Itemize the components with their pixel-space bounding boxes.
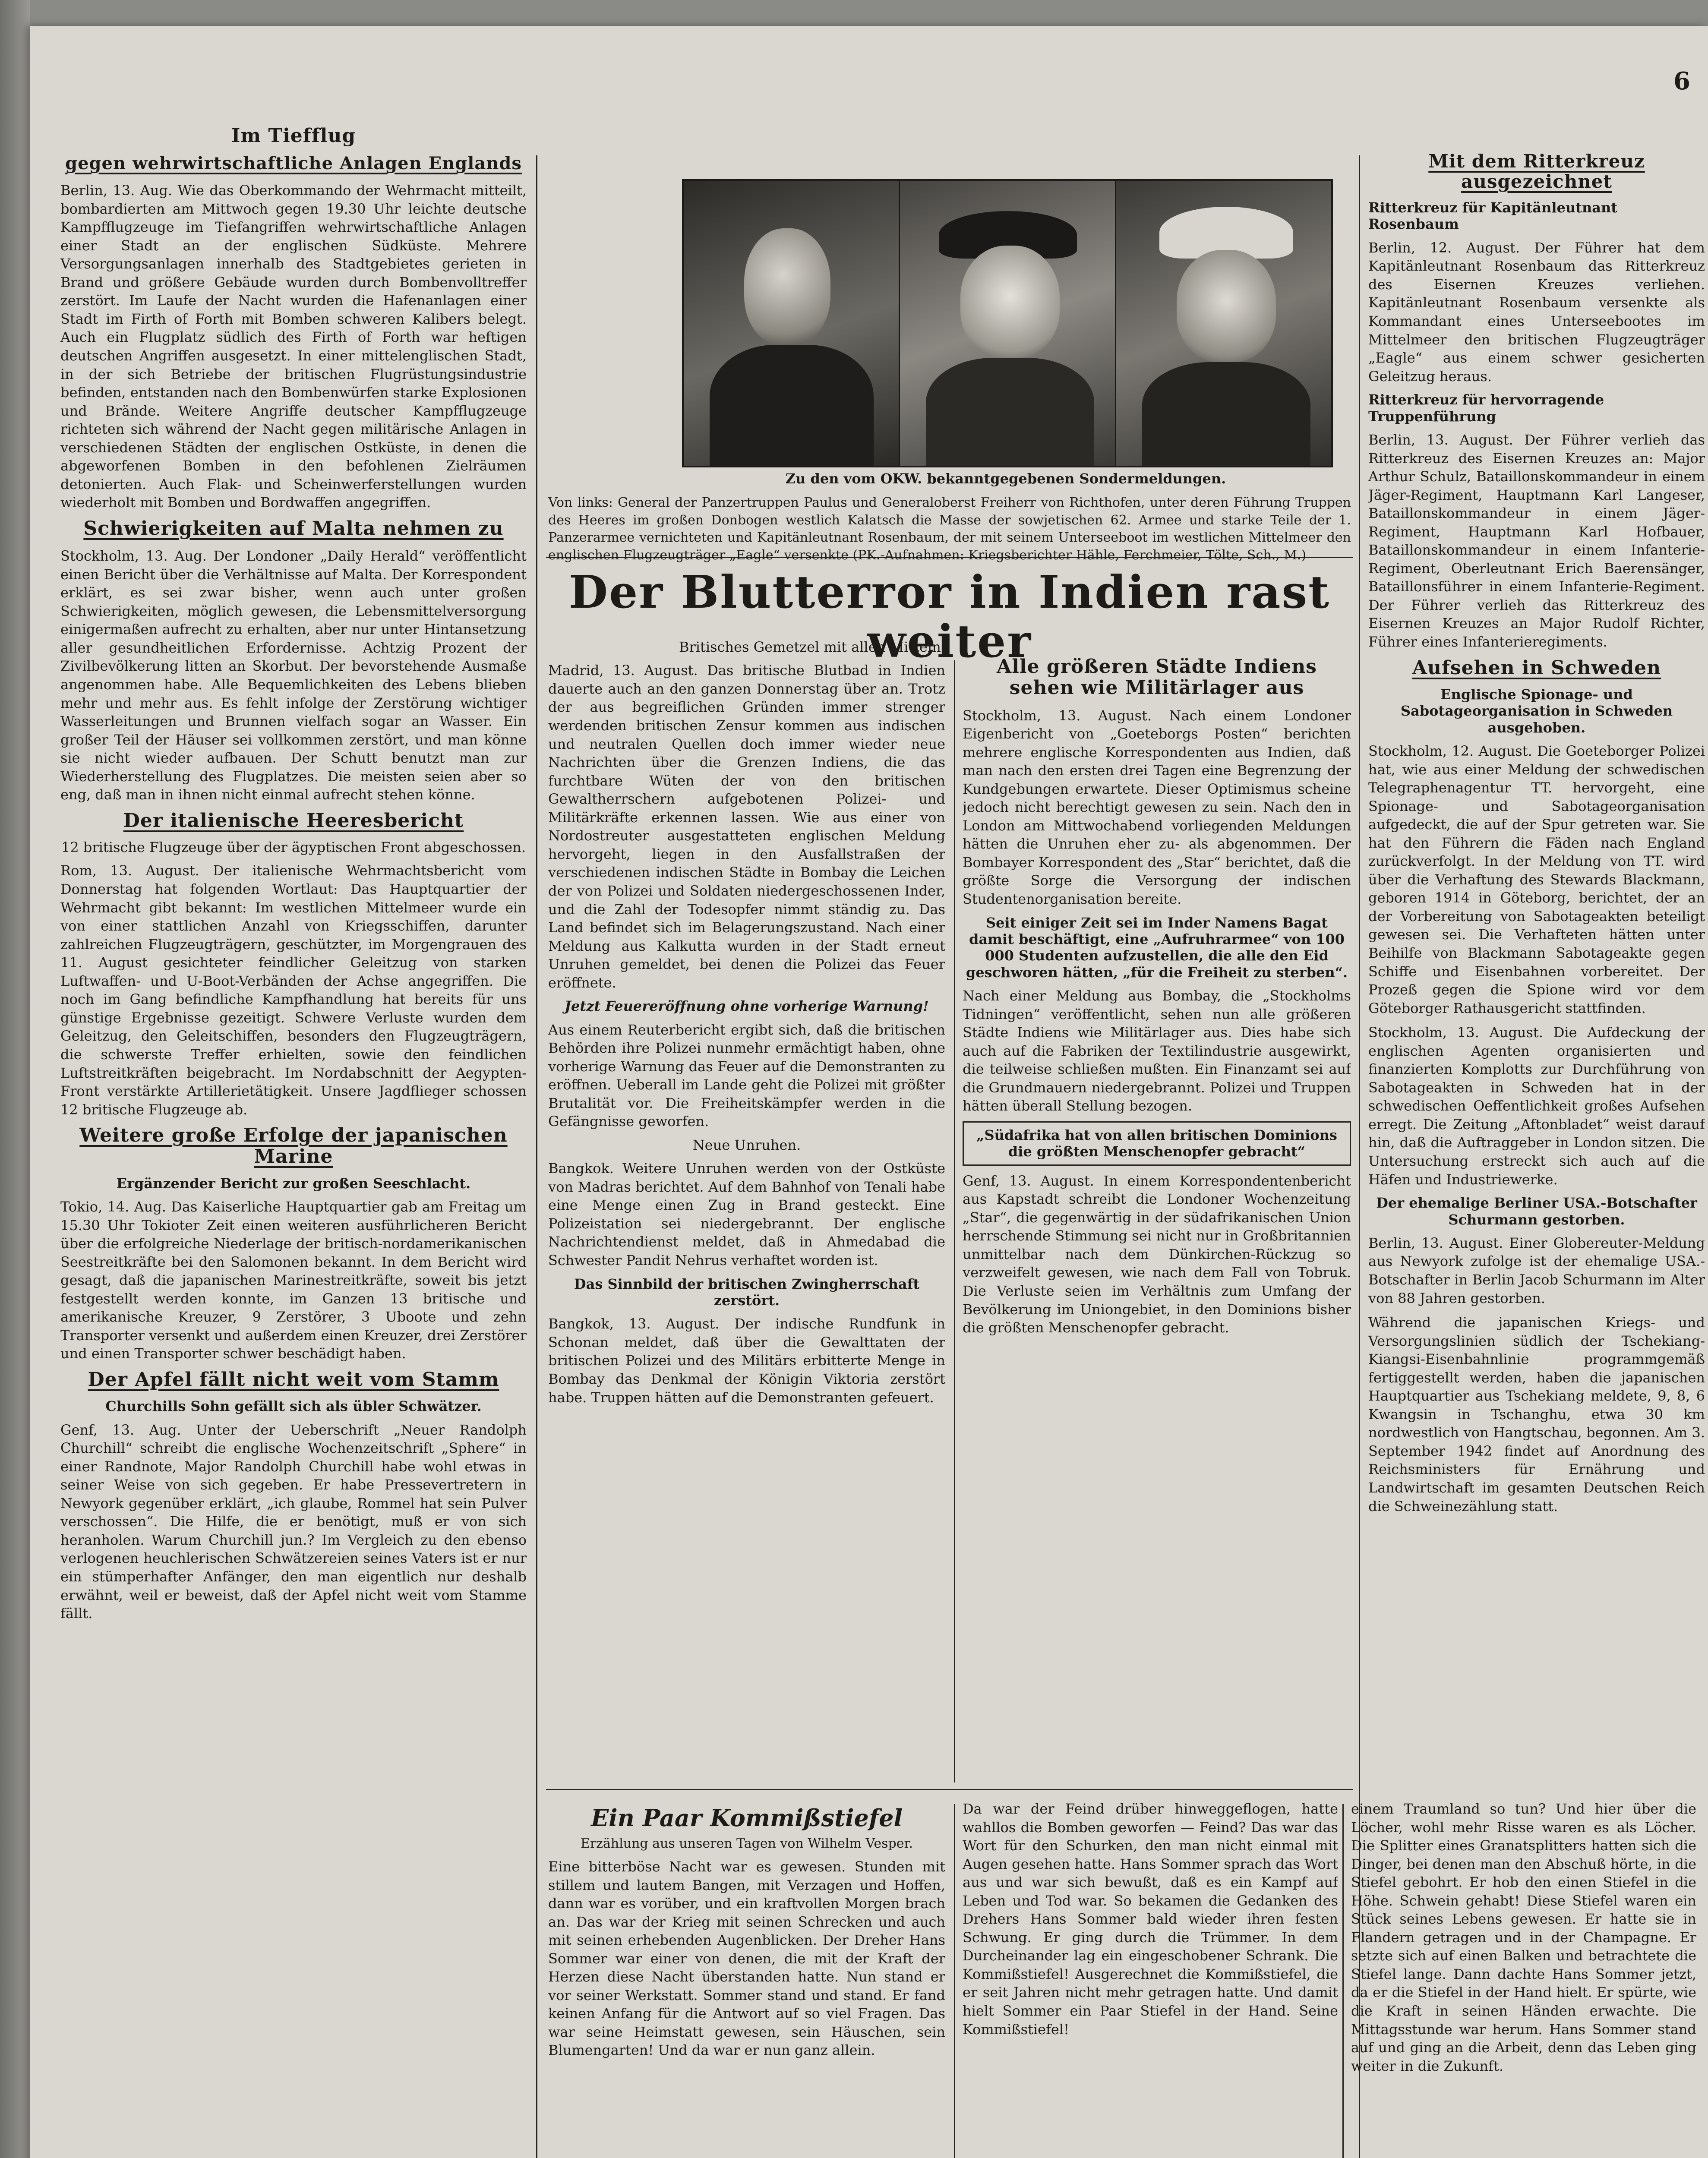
- article-body: Bangkok, 13. August. Der indische Rundfunk in Schonan meldet, daß über die Gewalttaten der britischen Polizei und des Militärs erbitterte Menge in Bombay das Denkmal der Königin Viktoria zerstört habe. Truppen hätten auf die Demonstranten gefeuert.: [548, 1316, 945, 1406]
- article-body: Während die japanischen Kriegs- und Versorgungslinien südlich der Tschekiang-Kiangsi-Eisenbahnlinie programmgemäß fertiggestellt werden, haben die japanischen Hauptquartier aus Tschekiang meldete, 9, 8, 6 Kwangsin in Tschanghu, etwa 30 km nordwestlich von Hangtschau, begonnen. Am 3. September 1942 findet auf Anordnung des Reichsministers für Ernährung und Landwirtschaft im gesamten Deutschen Reich die Schweinezählung statt.: [1368, 1314, 1705, 1514]
- article-body: Aus einem Reuterbericht ergibt sich, daß die britischen Behörden ihre Polizei nunmehr ermächtigt haben, ohne vorherige Warnung das Feuer auf die Demonstranten zu eröffnen. Ueberall im Lande geht die Polizei mit größter Brutalität vor. Die Freiheitskämpfer werden in die Gefängnisse geworfen.: [548, 1021, 945, 1130]
- article-headline: Der Apfel fällt nicht weit vom Stamm: [88, 1368, 499, 1391]
- section-heading: Neue Unruhen.: [692, 1136, 801, 1153]
- article-subheadline: Englische Spionage- und Sabotageorganisation in Schweden ausgehoben.: [1400, 686, 1673, 736]
- portrait-rosenbaum: [1116, 181, 1331, 466]
- column-rule: [954, 1804, 955, 2158]
- article-body: Berlin, 13. August. Einer Globereuter-Meldung aus Newyork zufolge ist der ehemalige USA.-Botschafter in Berlin Jacob Schurmann im Alter von 88 Jahren gestorben.: [1368, 1234, 1705, 1306]
- article-headline: Der ehemalige Berliner USA.-Botschafter Schurmann gestorben.: [1376, 1195, 1697, 1228]
- section-rule: [546, 1789, 1353, 1790]
- story-byline: Erzählung aus unseren Tagen von Wilhelm Vesper.: [580, 1836, 913, 1851]
- left-column: [60, 125, 527, 2158]
- article-body: Berlin, 13. August. Der Führer verlieh das Ritterkreuz des Eisernen Kreuzes an: Major Arthur Schulz, Bataillonskommandeur in einem Jäger-Regiment, Hauptmann Karl Langeser, Bataillonskommandeur in einem Jäger-Regiment, Hauptmann Karl Hofbauer, Bataillonskommandeur in einem Infanterie-Regiment, Oberleutnant Erich Baerensänger, Bataillonsführer in einem Infanterie-Regiment. Der Führer verlieh das Ritterkreuz des Eisernen Kreuzes an Major Rudolf Richter, Führer eines Infanterieregiments.: [1368, 432, 1705, 650]
- story-column-1: [548, 1804, 945, 2066]
- photo-portraits: [682, 179, 1333, 467]
- article-subheadline: Churchills Sohn gefällt sich als übler Schwätzer.: [105, 1398, 482, 1415]
- page-number: 6: [1673, 67, 1690, 95]
- article-body: Berlin, 12. August. Der Führer hat dem Kapitänleutnant Rosenbaum das Ritterkreuz des Eisernen Kreuzes verliehen. Kapitänleutnant Rosenbaum versenkte als Kommandant eines Unterseebootes im Mittelmeer den britischen Flugzeugträger „Eagle“ aus einem schwer gesicherten Geleitzug heraus.: [1368, 239, 1705, 385]
- newspaper-page: [30, 26, 1708, 2158]
- main-article-left: [548, 639, 945, 1783]
- column-rule: [954, 660, 955, 1783]
- article-subheadline: 12 britische Flugzeuge über der ägyptischen Front abgeschossen.: [61, 839, 526, 856]
- section-heading: Seit einiger Zeit sei im Inder Namens Bagat damit beschäftigt, eine „Aufruhrarmee“ von 100 000 Studenten aufzustellen, die alle den Eid geschworen hätten, „für die Freiheit zu sterben“.: [966, 914, 1348, 981]
- main-headline: Der Blutterror in Indien rast weiter: [568, 565, 1331, 668]
- article-subheadline: gegen wehrwirtschaftliche Anlagen Englands: [65, 153, 522, 174]
- section-heading: Jetzt Feuereröffnung ohne vorherige Warnung!: [564, 998, 929, 1015]
- photo-caption-title: Zu den vom OKW. bekanntgegebenen Sondermeldungen.: [785, 470, 1226, 487]
- scan-margin: [0, 0, 30, 2158]
- portrait-richthofen: [900, 181, 1116, 466]
- article-headline: Der italienische Heeresbericht: [123, 809, 464, 832]
- story-body: einem Traumland so tun? Und hier über die Löcher, wohl mehr Risse waren es als Löcher. Die Splitter eines Granatsplitters hatten sich die Dinger, bei denen man den Abschuß hörte, in die Stiefel gebohrt. Er hob den einen Stiefel in die Höhe. Schwein gehabt! Diese Stiefel waren ein Stück seines Lebens gewesen. Er hatte sie in Flandern getragen und in der Champagne. Er setzte sich auf einen Balken und betrachtete die Stiefel lange. Dann dachte Hans Sommer jetzt, da er die Stiefel in der Hand hielt. Er spürte, wie die Kraft in seinen Händen erwachte. Die Mittagsstunde war herum. Hans Sommer stand auf und ging an die Arbeit, denn das Leben ging weiter in die Zukunft.: [1351, 1801, 1696, 2074]
- article-body: Genf, 13. Aug. Unter der Ueberschrift „Neuer Randolph Churchill“ schreibt die englische Wochenzeitschrift „Sphere“ in einer Randnote, Major Randolph Churchill habe wohl etwas in seiner Weise von sich gegeben. Er habe Pressevertretern in Newyork gegenüber erklärt, „ich glaube, Rommel hat sein Pulver verschossen“. Die Hilfe, die er benötigt, muß er von sich heranholen. Warum Churchill jun.? Im Vergleich zu den ebenso verlogenen heuchlerischen Schwätzereien seines Vaters ist er nur ein stümperhafter Anfänger, den man eigentlich nur deshalb erwähnt, weil er beweist, daß der Apfel nicht weit vom Stamme fällt.: [60, 1421, 527, 1622]
- article-body: Stockholm, 13. Aug. Der Londoner „Daily Herald“ veröffentlicht einen Bericht über die Verhältnisse auf Malta. Der Korrespondent erklärt, es sei zwar bisher, wenn auch unter großen Schwierigkeiten, möglich gewesen, die Lebensmittelversorgung einigermaßen aufrecht zu erhalten, aber nur unter Hintansetzung aller gesundheitlichen Erfordernisse. Achtzig Prozent der Zivilbevölkerung litten an Skorbut. Der bevorstehende Ausmaße angenommen habe. Alle Bequemlichkeiten des Lebens blieben mehr und mehr aus. Es fehlt infolge der Zerstörung wichtiger Wasserleitungen und Brunnen vielfach sogar an Wasser. Ein großer Teil der Häuser sei vollkommen zerstört, und man könne sie nicht wieder aufbauen. Der Schutt benutzt man zur Wiederherstellung des Flugplatzes. Die meisten seien aber so eng, daß man in ihnen nicht einmal aufrecht stehen könne.: [60, 548, 527, 803]
- article-body: Tokio, 14. Aug. Das Kaiserliche Hauptquartier gab am Freitag um 15.30 Uhr Tokioter Zeit einen weiteren ausführlicheren Bericht über die erfolgreiche Niederlage der britisch-nordamerikanischen Seestreitkräfte bei den Salomonen bekannt. In dem Bericht wird gesagt, daß die japanischen Marinestreitkräfte, soweit bis jetzt festgestellt werden konnte, im Ganzen 13 britische und amerikanische Kreuzer, 9 Zerstörer, 3 Uboote und zehn Transporter versenkt und außerdem einen Kreuzer, drei Zerstörer und einen Transporter schwer beschädigt haben.: [60, 1199, 527, 1362]
- article-headline: Aufsehen in Schweden: [1412, 656, 1661, 679]
- article-headline: Im Tiefflug: [231, 125, 356, 147]
- story-title: Ein Paar Kommißstiefel: [590, 1804, 903, 1832]
- column-rule: [1342, 1804, 1344, 2158]
- article-subheadline: Ergänzender Bericht zur großen Seeschlacht.: [116, 1175, 471, 1192]
- article-body: Stockholm, 13. August. Die Aufdeckung der englischen Agenten organisierten und finanzierten Komplotts zur Durchführung von Sabotageakten in Schweden hat in der schwedischen Oeffentlichkeit großes Aufsehen erregt. Die Zeitung „Aftonbladet“ weist darauf hin, daß die Auftraggeber in London sitzen. Die Untersuchung erstreckt sich auch auf die Häfen und Industriewerke.: [1368, 1024, 1705, 1188]
- article-body: Genf, 13. August. In einem Korrespondentenbericht aus Kapstadt schreibt die Londoner Wochenzeitung „Star“, die gegenwärtig in der südafrikanischen Union herrschende Stimmung sei nicht nur in Großbritannien unmittelbar nach dem Dünkirchen-Rückzug so verzweifelt gewesen, wie nach dem Fall von Tobruk. Die Verluste seien im Verhältnis zum Umfang der Bevölkerung im Uniongebiet, in den Dominions bisher die größten Menschenopfer gebracht.: [963, 1172, 1351, 1336]
- story-body: Eine bitterböse Nacht war es gewesen. Stunden mit stillem und lautem Bangen, mit Verzagen und Hoffen, dann war es vorüber, und ein kraftvollen Morgen brach an. Das war der Krieg mit seinen Schrecken und auch mit seinen erhebenden Augenblicken. Der Dreher Hans Sommer war einer von denen, die mit der Kraft der Herzen diese Nacht überstanden hatte. Nun stand er vor seiner Werkstatt. Sommer stand und stand. Er fand keinen Anfang für die Antwort auf so viel Fragen. Das war seine Heimstatt gewesen, sein Häuschen, sein Blumengarten! Und da war er nun ganz allein.: [548, 1858, 945, 2059]
- article-headline: Schwierigkeiten auf Malta nehmen zu: [83, 517, 504, 540]
- section-heading: Das Sinnbild der britischen Zwingherrschaft zerstört.: [574, 1275, 920, 1309]
- story-column-3: [1351, 1800, 1696, 2158]
- photo-caption: Von links: General der Panzertruppen Paulus und Generaloberst Freiherr von Richthofen, unter deren Führung Truppen des Heeres im großen Donbogen westlich Kalatsch die Masse der sowjetischen 62. Armee und starke Teile der 1. Panzerarmee vernichteten und Kapitänleutnant Rosenbaum, der mit seinem Unterseeboot im westlichen Mittelmeer den englischen Flugzeugträger „Eagle“ versenkte (PK.-Aufnahmen: Kriegsberichter Hähle, Ferchmeier, Tölte, Sch., M.): [548, 495, 1351, 563]
- article-headline: Mit dem Ritterkreuz ausgezeichnet: [1428, 151, 1645, 192]
- article-subheadline: Ritterkreuz für Kapitänleutnant Rosenbaum: [1368, 199, 1617, 233]
- main-article-right: [963, 656, 1351, 1783]
- article-body: Berlin, 13. Aug. Wie das Oberkommando der Wehrmacht mitteilt, bombardierten am Mittwoch gegen 19.30 Uhr leichte deutsche Kampfflugzeuge im Tiefangriffen wehrwirtschaftliche Anlagen einer Stadt an der englischen Südküste. Mehrere Versorgungsanlagen innerhalb des Stadtgebietes gerieten in Brand und größere Gebäude wurden durch Bombenvolltreffer zerstört. Im Laufe der Nacht wurden die Hafenanlagen einer Stadt im Firth of Forth mit Bomben schweren Kalibers belegt. Auch ein Flugplatz südlich des Firth of Forth war heftigen deutschen Angriffen ausgesetzt. In einer mittelenglischen Stadt, in der sich Betriebe der britischen Flugrüstungsindustrie befinden, entstanden nach den Bombenwürfen starke Explosionen und Brände. Weitere Angriffe deutscher Kampfflugzeuge richteten sich während der Nacht gegen militärische Anlagen in verschiedenen Städten der englischen Ostküste, in denen die abgeworfenen Bomben in den befohlenen Zielräumen detonierten. Auch Flak- und Scheinwerferstellungen wurden wiederholt mit Bomben und Bordwaffen angegriffen.: [60, 182, 527, 511]
- story-column-2: [963, 1800, 1338, 2158]
- quote-box: [963, 1121, 1351, 1166]
- article-subheadline: Ritterkreuz für hervorragende Truppenführung: [1368, 391, 1604, 425]
- article-body: Rom, 13. August. Der italienische Wehrmachtsbericht vom Donnerstag hat folgenden Wortlaut: Das Hauptquartier der Wehrmacht gibt bekannt: Im westlichen Mittelmeer wurde ein von einer stattlichen Anzahl von Kriegsschiffen, darunter zahlreichen Flugzeugträgern, geschützter, im Morgengrauen des 11. August gesichteter feindlicher Geleitzug von starken Luftwaffen- und U-Boot-Verbänden der Achse angegriffen. Die noch im Gang befindliche Kampfhandlung hat bereits für uns günstige Ergebnisse gezeitigt. Schwere Verluste wurden dem Geleitzug, den Geleitschiffen, besonders den Flugzeugträgern, die schwerste Treffer erhielten, sowie den feindlichen Luftstreitkräften beigebracht. Im Nordabschnitt der Aegypten-Front verstärkte Artillerietätigkeit. Unsere Jagdflieger schossen 12 britische Flugzeuge ab.: [60, 862, 527, 1118]
- story-body: Da war der Feind drüber hinweggeflogen, hatte wahllos die Bomben geworfen — Feind? Das war das Wort für den Schurken, den man nicht einmal mit Augen gesehen hatte. Hans Sommer sprach das Wort aus und war sich bewußt, daß es ein Kampf auf Leben und Tod war. So bekamen die Gedanken des Drehers Hans Sommer bald wieder ihren festen Schwung. Er ging durch die Trümmer. In dem Durcheinander lag ein eingeschobener Schrank. Die Kommißstiefel! Ausgerechnet die Kommißstiefel, die er seit Jahren nicht mehr getragen hatte. Und damit hielt Sommer ein Paar Stiefel in der Hand. Seine Kommißstiefel!: [963, 1801, 1338, 2038]
- article-body: Madrid, 13. August. Das britische Blutbad in Indien dauerte auch an den ganzen Donnerstag über an. Trotz der aus begreiflichen Gründen immer strenger werdenden britischen Zensur kommen aus indischen und neutralen Quellen doch immer wieder neue Nachrichten über die Grenzen Indiens, die das furchtbare Wüten der von den britischen Gewaltherrschern aufgebotenen Polizei- und Militärkräfte erkennen lassen. Wie aus einer von Nordostreuter ausgestatteten englischen Meldung hervorgeht, liegen in den Ausfallstraßen der verschiedenen indischen Städte in Bombay die Leichen der von Polizei und Soldaten niedergeschossenen Inder, und die Zahl der Todesopfer nimmt ständig zu. Das Land befindet sich im Belagerungszustand. Nach einer Meldung aus Kalkutta wurden in der Stadt erneut Unruhen gemeldet, bei denen die Polizei das Feuer eröffnete.: [548, 662, 945, 991]
- right-column: [1368, 151, 1705, 1791]
- article-body: Stockholm, 12. August. Die Goeteborger Polizei hat, wie aus einer Meldung der schwedischen Telegraphenagentur TT. hervorgeht, eine Spionage- und Sabotageorganisation aufgedeckt, die auf der Spur getreten war. Sie hat den Führern die Fäden nach England zurückverfolgt. In der Meldung von TT. wird über die Verhaftung des Stewards Blackmann, geboren 1914 in Göteborg, berichtet, der an der Vorbereitung von Sabotageakten beteiligt gewesen sei. Die Verhafteten hätten unter Beihilfe von Blackmann Sabotageakte gegen Schiffe und Eisenbahnen vorbereitet. Der Prozeß gegen die Spione wird vor dem Göteborger Rathausgericht stattfinden.: [1368, 743, 1705, 1016]
- column-rule: [536, 155, 537, 2158]
- article-headline: Weitere große Erfolge der japanischen Marine: [79, 1124, 508, 1168]
- portrait-paulus: [684, 181, 900, 466]
- article-body: Bangkok. Weitere Unruhen werden von der Ostküste von Madras berichtet. Auf dem Bahnhof von Tenali habe eine Menge einen Zug in Brand gesteckt. Eine Polizeistation sei niedergebrannt. Der englische Nachrichtendienst meldet, daß in Ahmedabad die Schwester Pandit Nehrus verhaftet worden ist.: [548, 1160, 945, 1269]
- article-body: Nach einer Meldung aus Bombay, die „Stockholms Tidningen“ veröffentlicht, sehen nun alle größeren Städte Indiens wie Militärlager aus. Dies habe sich auch auf die Fabriken der Textilindustrie ausgewirkt, die teilweise schließen mußten. Ein Finanzamt sei auf die Grundmauern niedergebrannt. Polizei und Truppen hätten überall Stellung bezogen.: [963, 988, 1351, 1114]
- section-heading: „Südafrika hat von allen britischen Dominions die größten Menschenopfer gebracht“: [976, 1126, 1337, 1160]
- article-body: Stockholm, 13. August. Nach einem Londoner Eigenbericht von „Goeteborgs Posten“ berichten mehrere englische Korrespondenten aus Indien, daß man nach den ersten drei Tagen eine Begrenzung der Kundgebungen erwartete. Dieser Optimismus scheine jedoch nicht berechtigt gewesen zu sein. Nach den in London am Mittwochabend vorliegenden Meldungen hätten die Unruhen eher zu- als abgenommen. Der Bombayer Korrespondent des „Star“ berichtet, daß die größte Sorge die Versorgung der indischen Studentenorganisation bereite.: [963, 707, 1351, 907]
- main-subline: Britisches Gemetzel mit allen Mitteln.: [679, 639, 945, 655]
- article-headline: Alle größeren Städte Indiens sehen wie Militärlager aus: [997, 656, 1317, 699]
